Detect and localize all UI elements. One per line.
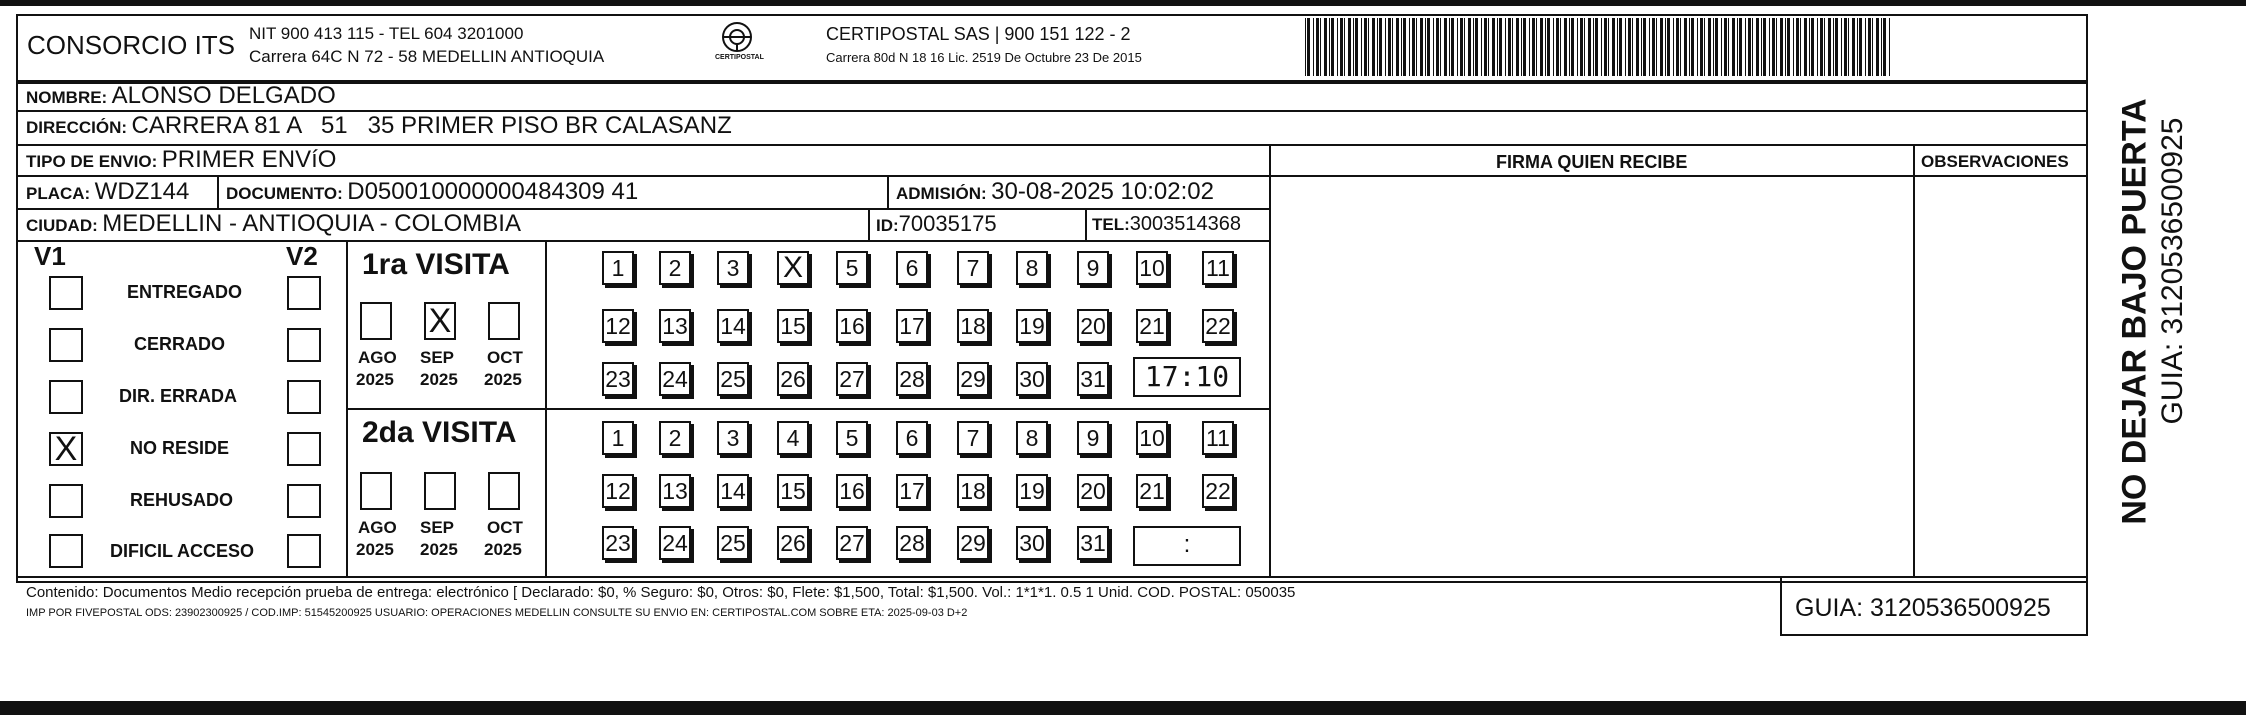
first-visit-day-16[interactable]: 16 — [836, 309, 868, 343]
status-rehusado: REHUSADO — [130, 490, 234, 510]
ciudad-value: MEDELLIN - ANTIOQUIA - COLOMBIA — [102, 210, 521, 237]
barcode-bar — [1865, 18, 1866, 76]
second-visit-day-31[interactable]: 31 — [1077, 526, 1109, 560]
barcode-bar — [1553, 18, 1554, 76]
first-visit-day-18[interactable]: 18 — [957, 309, 989, 343]
barcode-bar — [1636, 18, 1639, 76]
second-visit-day-14[interactable]: 14 — [717, 474, 749, 508]
logo-caption: CERTIPOSTAL — [715, 54, 764, 61]
barcode-bar — [1580, 18, 1583, 76]
barcode-bar — [1868, 18, 1871, 76]
barcode-bar — [1564, 18, 1567, 76]
barcode-bar — [1745, 18, 1746, 76]
first-visit-day-1[interactable]: 1 — [602, 251, 634, 285]
admision-label: ADMISIÓN: — [896, 184, 987, 203]
direccion-label: DIRECCIÓN: — [26, 118, 128, 137]
company-address: Carrera 64C N 72 - 58 MEDELLIN ANTIOQUIA — [249, 47, 605, 66]
second-visit-month-sep: SEP — [420, 518, 455, 537]
second-visit-day-21[interactable]: 21 — [1136, 474, 1168, 508]
barcode-bar — [1436, 18, 1439, 76]
v2-checkbox-cerrado[interactable] — [287, 328, 321, 362]
company-nit: NIT 900 413 115 - TEL 604 3201000 — [249, 24, 524, 43]
barcode-bar — [1556, 18, 1559, 76]
first-visit-day-20[interactable]: 20 — [1077, 309, 1109, 343]
barcode-bar — [1569, 18, 1570, 76]
barcode-bar — [1689, 18, 1690, 76]
barcode-bar — [1464, 18, 1465, 76]
barcode-bar — [1800, 18, 1801, 76]
barcode-bar — [1427, 18, 1430, 76]
firma-label: FIRMA QUIEN RECIBE — [1496, 152, 1688, 172]
second-visit-day-10[interactable]: 10 — [1136, 421, 1168, 455]
barcode-bar — [1449, 18, 1450, 76]
second-visit-day-19[interactable]: 19 — [1016, 474, 1048, 508]
tipo-envio-label: TIPO DE ENVIO: — [26, 152, 158, 171]
first-visit-day-3[interactable]: 3 — [717, 251, 749, 285]
barcode-bar — [1440, 18, 1441, 76]
barcode-bar — [1809, 18, 1810, 76]
second-visit-day-26[interactable]: 26 — [777, 526, 809, 560]
barcode-bar — [1595, 18, 1598, 76]
barcode-bar — [1532, 18, 1535, 76]
barcode-bar — [1505, 18, 1506, 76]
barcode-bar — [1680, 18, 1681, 76]
id-value: 70035175 — [898, 211, 997, 236]
barcode-bar — [1660, 18, 1663, 76]
barcode-bar — [1451, 18, 1454, 76]
barcode-bar — [1732, 18, 1735, 76]
barcode-bar — [1379, 18, 1382, 76]
v1-checkbox-no-reside[interactable]: X — [49, 432, 83, 466]
id-label: ID: — [876, 216, 899, 235]
admision-value: 30-08-2025 10:02:02 — [991, 178, 1214, 205]
barcode-bar — [1756, 18, 1759, 76]
footer-contenido: Contenido: Documentos Medio recepción prueba de entrega: electrónico [ Declarado: $0, % Seguro: $0, Otros: $0, Flete: $1,500, Total: $1,500. Vol.: 1*1*1. 0.5 1 Unid. COD. POSTAL: 050035 — [26, 584, 1296, 601]
top-edge-bar — [0, 0, 2246, 6]
first-visit-day-10[interactable]: 10 — [1136, 251, 1168, 285]
barcode-bar — [1848, 18, 1849, 76]
barcode-bar — [1601, 18, 1602, 76]
barcode-bar — [1571, 18, 1574, 76]
barcode-bar — [1828, 18, 1831, 76]
barcode-bar — [1883, 18, 1886, 76]
second-visit-day-9[interactable]: 9 — [1077, 421, 1109, 455]
barcode-bar — [1344, 18, 1345, 76]
barcode-bar — [1852, 18, 1855, 76]
first-visit-day-5[interactable]: 5 — [836, 251, 868, 285]
barcode-bar — [1560, 18, 1561, 76]
barcode-bar — [1313, 18, 1314, 76]
barcode-bar — [1368, 18, 1369, 76]
barcode-bar — [1889, 18, 1890, 76]
barcode-bar — [1516, 18, 1519, 76]
barcode-bar — [1793, 18, 1794, 76]
barcode-bar — [1521, 18, 1522, 76]
second-visit-day-5[interactable]: 5 — [836, 421, 868, 455]
v1-label: V1 — [34, 241, 66, 271]
first-visit-day-14[interactable]: 14 — [717, 309, 749, 343]
first-visit-day-24[interactable]: 24 — [659, 362, 691, 396]
barcode-bar — [1499, 18, 1502, 76]
certipostal-logo — [713, 20, 764, 72]
footer-guia: GUIA: 3120536500925 — [1795, 594, 2051, 622]
barcode-bar — [1305, 18, 1306, 76]
barcode-bar — [1320, 18, 1321, 76]
barcode-bar — [1811, 18, 1814, 76]
barcode-bar — [1593, 18, 1594, 76]
barcode-bar — [1641, 18, 1642, 76]
placa-value: WDZ144 — [94, 178, 190, 205]
barcode-bar — [1817, 18, 1818, 76]
first-visit-day-27[interactable]: 27 — [836, 362, 868, 396]
footer-imp: IMP POR FIVEPOSTAL ODS: 23902300925 / COD.IMP: 51545200925 USUARIO: OPERACIONES MEDELLIN CONSULTE SU ENVIO EN: CERTIPOSTAL.COM SOBRE ETA: 2025-09-03 D+2 — [26, 607, 968, 619]
barcode-bar — [1348, 18, 1351, 76]
second-visit-day-15[interactable]: 15 — [777, 474, 809, 508]
barcode-bar — [1665, 18, 1666, 76]
barcode-bar — [1492, 18, 1495, 76]
first-visit-day-6[interactable]: 6 — [896, 251, 928, 285]
barcode-bar — [1307, 18, 1310, 76]
barcode-bar — [1697, 18, 1698, 76]
barcode-bar — [1612, 18, 1615, 76]
barcode-bar — [1619, 18, 1622, 76]
barcode-bar — [1625, 18, 1626, 76]
barcode-bar — [1728, 18, 1729, 76]
barcode-bar — [1804, 18, 1807, 76]
barcode-bar — [1488, 18, 1489, 76]
barcode-bar — [1457, 18, 1458, 76]
side-guia: GUIA: 3120536500925 — [2156, 117, 2189, 425]
barcode-bar — [1715, 18, 1718, 76]
documento-label: DOCUMENTO: — [226, 184, 343, 203]
barcode-bar — [1444, 18, 1447, 76]
status-entregado: ENTREGADO — [127, 282, 243, 302]
barcode-bar — [1841, 18, 1842, 76]
second-visit-day-23[interactable]: 23 — [602, 526, 634, 560]
first-visit-day-7[interactable]: 7 — [957, 251, 989, 285]
barcode-bar — [1859, 18, 1862, 76]
first-visit-day-21[interactable]: 21 — [1136, 309, 1168, 343]
second-visit-month-ago-box[interactable] — [360, 472, 392, 510]
barcode-bar — [1724, 18, 1727, 76]
first-visit-label: 1ra VISITA — [362, 248, 510, 281]
barcode-bar — [1584, 18, 1585, 76]
first-visit-day-4[interactable]: X — [777, 251, 809, 285]
first-visit-day-12[interactable]: 12 — [602, 309, 634, 343]
status-cerrado: CERRADO — [134, 334, 226, 354]
status-dificil-acceso: DIFICIL ACCESO — [110, 541, 255, 561]
status-no-reside: NO RESIDE — [130, 438, 230, 458]
barcode-bar — [1433, 18, 1434, 76]
barcode-bar — [1835, 18, 1838, 76]
second-visit-year-ago: 2025 — [356, 540, 394, 559]
status-dir-errada: DIR. ERRADA — [119, 386, 238, 406]
barcode-bar — [1412, 18, 1415, 76]
barcode-bar — [1617, 18, 1618, 76]
second-visit-year-oct: 2025 — [484, 540, 522, 559]
second-visit-day-12[interactable]: 12 — [602, 474, 634, 508]
first-visit-day-29[interactable]: 29 — [957, 362, 989, 396]
barcode-bar — [1588, 18, 1591, 76]
second-visit-day-7[interactable]: 7 — [957, 421, 989, 455]
barcode-bar — [1355, 18, 1358, 76]
v1-checkbox-cerrado[interactable] — [49, 328, 83, 362]
first-visit-month-sep: SEP — [420, 348, 455, 367]
documento-value: D050010000000484309 41 — [347, 178, 639, 205]
barcode-bar — [1763, 18, 1766, 76]
side-warning: NO DEJAR BAJO PUERTA — [2115, 98, 2154, 525]
tel-value: 3003514368 — [1129, 213, 1242, 235]
barcode-bar — [1475, 18, 1478, 76]
barcode-bar — [1761, 18, 1762, 76]
barcode-bar — [1708, 18, 1711, 76]
barcode-bar — [1787, 18, 1790, 76]
first-visit-day-15[interactable]: 15 — [777, 309, 809, 343]
second-visit-day-1[interactable]: 1 — [602, 421, 634, 455]
v2-label: V2 — [286, 241, 318, 271]
first-visit-month-ago-box[interactable] — [360, 302, 392, 340]
second-visit-day-29[interactable]: 29 — [957, 526, 989, 560]
barcode-bar — [1704, 18, 1705, 76]
first-visit-year-ago: 2025 — [356, 370, 394, 389]
barcode-bar — [1388, 18, 1391, 76]
first-visit-day-26[interactable]: 26 — [777, 362, 809, 396]
barcode-bar — [1316, 18, 1319, 76]
second-visit-day-4[interactable]: 4 — [777, 421, 809, 455]
barcode-bar — [1377, 18, 1378, 76]
barcode-bar — [1643, 18, 1646, 76]
second-visit-year-sep: 2025 — [420, 540, 458, 559]
barcode-bar — [1824, 18, 1825, 76]
barcode-bar — [1420, 18, 1423, 76]
v1-checkbox-rehusado[interactable] — [49, 484, 83, 518]
first-visit-day-8[interactable]: 8 — [1016, 251, 1048, 285]
second-visit-month-oct-box[interactable] — [488, 472, 520, 510]
second-visit-day-18[interactable]: 18 — [957, 474, 989, 508]
barcode-bar — [1540, 18, 1543, 76]
v2-checkbox-dir-errada[interactable] — [287, 380, 321, 414]
barcode-bar — [1700, 18, 1703, 76]
second-visit-day-13[interactable]: 13 — [659, 474, 691, 508]
barcode-bar — [1361, 18, 1362, 76]
ciudad-label: CIUDAD: — [26, 216, 98, 235]
second-visit-day-2[interactable]: 2 — [659, 421, 691, 455]
company-name: CONSORCIO ITS — [27, 30, 236, 60]
second-visit-day-11[interactable]: 11 — [1202, 421, 1234, 455]
barcode-bar — [1748, 18, 1751, 76]
barcode-bar — [1481, 18, 1482, 76]
first-visit-month-oct: OCT — [487, 348, 523, 367]
observaciones-label: OBSERVACIONES — [1921, 152, 2069, 171]
first-visit-year-sep: 2025 — [420, 370, 458, 389]
barcode-bar — [1340, 18, 1343, 76]
second-visit-day-24[interactable]: 24 — [659, 526, 691, 560]
carrier-license: Carrera 80d N 18 16 Lic. 2519 De Octubre 23 De 2015 — [826, 50, 1142, 65]
barcode-bar — [1512, 18, 1513, 76]
bottom-edge-bar — [0, 701, 2246, 715]
barcode-bar — [1857, 18, 1858, 76]
first-visit-day-25[interactable]: 25 — [717, 362, 749, 396]
barcode-bar — [1385, 18, 1386, 76]
barcode-bar — [1844, 18, 1847, 76]
barcode-bar — [1529, 18, 1530, 76]
v2-checkbox-dificil-acceso[interactable] — [287, 534, 321, 568]
barcode-bar — [1632, 18, 1633, 76]
barcode-bar — [1403, 18, 1406, 76]
first-visit-day-28[interactable]: 28 — [896, 362, 928, 396]
barcode-bar — [1401, 18, 1402, 76]
barcode-bar — [1737, 18, 1738, 76]
barcode-bar — [1691, 18, 1694, 76]
barcode-bar — [1536, 18, 1537, 76]
first-visit-day-13[interactable]: 13 — [659, 309, 691, 343]
second-visit-day-22[interactable]: 22 — [1202, 474, 1234, 508]
tel-label: TEL: — [1092, 215, 1130, 234]
first-visit-day-30[interactable]: 30 — [1016, 362, 1048, 396]
first-visit-day-11[interactable]: 11 — [1202, 251, 1234, 285]
carrier-name: CERTIPOSTAL SAS | 900 151 122 - 2 — [826, 24, 1131, 44]
barcode-bar — [1468, 18, 1471, 76]
first-visit-day-17[interactable]: 17 — [896, 309, 928, 343]
first-visit-day-31[interactable]: 31 — [1077, 362, 1109, 396]
first-visit-day-2[interactable]: 2 — [659, 251, 691, 285]
barcode-bar — [1460, 18, 1463, 76]
barcode-bar — [1881, 18, 1882, 76]
nombre-value: ALONSO DELGADO — [111, 82, 336, 109]
barcode-bar — [1372, 18, 1375, 76]
barcode-bar — [1353, 18, 1354, 76]
barcode-bar — [1713, 18, 1714, 76]
v1-checkbox-dir-errada[interactable] — [49, 380, 83, 414]
barcode-bar — [1833, 18, 1834, 76]
barcode-bar — [1497, 18, 1498, 76]
barcode-bar — [1392, 18, 1393, 76]
barcode-bar — [1652, 18, 1655, 76]
barcode-bar — [1772, 18, 1775, 76]
second-visit-day-3[interactable]: 3 — [717, 421, 749, 455]
barcode-bar — [1684, 18, 1687, 76]
second-visit-time-box[interactable]: : — [1133, 526, 1241, 566]
second-visit-day-28[interactable]: 28 — [896, 526, 928, 560]
nombre-label: NOMBRE: — [26, 88, 108, 107]
first-visit-day-23[interactable]: 23 — [602, 362, 634, 396]
first-visit-day-9[interactable]: 9 — [1077, 251, 1109, 285]
v1-checkbox-entregado[interactable] — [49, 276, 83, 310]
barcode-bar — [1409, 18, 1410, 76]
second-visit-day-25[interactable]: 25 — [717, 526, 749, 560]
barcode-bar — [1769, 18, 1770, 76]
barcode-bar — [1676, 18, 1679, 76]
barcode-bar — [1416, 18, 1417, 76]
second-visit-month-oct: OCT — [487, 518, 523, 537]
tipo-envio-value: PRIMER ENVíO — [161, 146, 337, 173]
second-visit-day-30[interactable]: 30 — [1016, 526, 1048, 560]
barcode-bar — [1508, 18, 1511, 76]
barcode-bar — [1876, 18, 1879, 76]
v1-checkbox-dificil-acceso[interactable] — [49, 534, 83, 568]
barcode-bar — [1329, 18, 1330, 76]
second-visit-day-16[interactable]: 16 — [836, 474, 868, 508]
barcode-bar — [1608, 18, 1609, 76]
barcode-bar — [1523, 18, 1526, 76]
barcode-bar — [1785, 18, 1786, 76]
second-visit-day-20[interactable]: 20 — [1077, 474, 1109, 508]
barcode-bar — [1545, 18, 1546, 76]
barcode-bar — [1473, 18, 1474, 76]
v2-checkbox-rehusado[interactable] — [287, 484, 321, 518]
barcode-bar — [1673, 18, 1674, 76]
barcode-bar — [1872, 18, 1873, 76]
barcode-bar — [1776, 18, 1777, 76]
first-visit-time-box[interactable]: 17:10 — [1133, 357, 1241, 397]
first-visit-month-ago: AGO — [358, 348, 397, 367]
barcode-bar — [1820, 18, 1823, 76]
second-visit-day-17[interactable]: 17 — [896, 474, 928, 508]
second-visit-day-6[interactable]: 6 — [896, 421, 928, 455]
first-visit-day-19[interactable]: 19 — [1016, 309, 1048, 343]
direccion-value: CARRERA 81 A 51 35 PRIMER PISO BR CALASANZ — [131, 112, 732, 139]
v2-checkbox-entregado[interactable] — [287, 276, 321, 310]
first-visit-month-oct-box[interactable] — [488, 302, 520, 340]
barcode-bar — [1780, 18, 1783, 76]
barcode-bar — [1628, 18, 1631, 76]
barcode-bar — [1396, 18, 1399, 76]
second-visit-month-ago: AGO — [358, 518, 397, 537]
barcode-bar — [1484, 18, 1487, 76]
first-visit-month-sep-box[interactable]: X — [424, 302, 456, 340]
barcode-bar — [1604, 18, 1607, 76]
barcode-bar — [1547, 18, 1550, 76]
barcode-bar — [1577, 18, 1578, 76]
v2-checkbox-no-reside[interactable] — [287, 432, 321, 466]
barcode-bar — [1331, 18, 1334, 76]
barcode-bar — [1649, 18, 1650, 76]
barcode-bar — [1739, 18, 1742, 76]
barcode-bar — [1364, 18, 1367, 76]
barcode-bar — [1667, 18, 1670, 76]
placa-label: PLACA: — [26, 184, 91, 203]
side-panel — [2090, 80, 2189, 580]
barcode — [1305, 18, 1895, 76]
second-visit-label: 2da VISITA — [362, 416, 517, 449]
second-visit-day-27[interactable]: 27 — [836, 526, 868, 560]
barcode-bar — [1752, 18, 1753, 76]
first-visit-year-oct: 2025 — [484, 370, 522, 389]
barcode-bar — [1425, 18, 1426, 76]
barcode-bar — [1324, 18, 1327, 76]
barcode-bar — [1796, 18, 1799, 76]
barcode-bar — [1656, 18, 1657, 76]
second-visit-month-sep-box[interactable] — [424, 472, 456, 510]
first-visit-day-22[interactable]: 22 — [1202, 309, 1234, 343]
second-visit-day-8[interactable]: 8 — [1016, 421, 1048, 455]
barcode-bar — [1337, 18, 1338, 76]
barcode-bar — [1721, 18, 1722, 76]
